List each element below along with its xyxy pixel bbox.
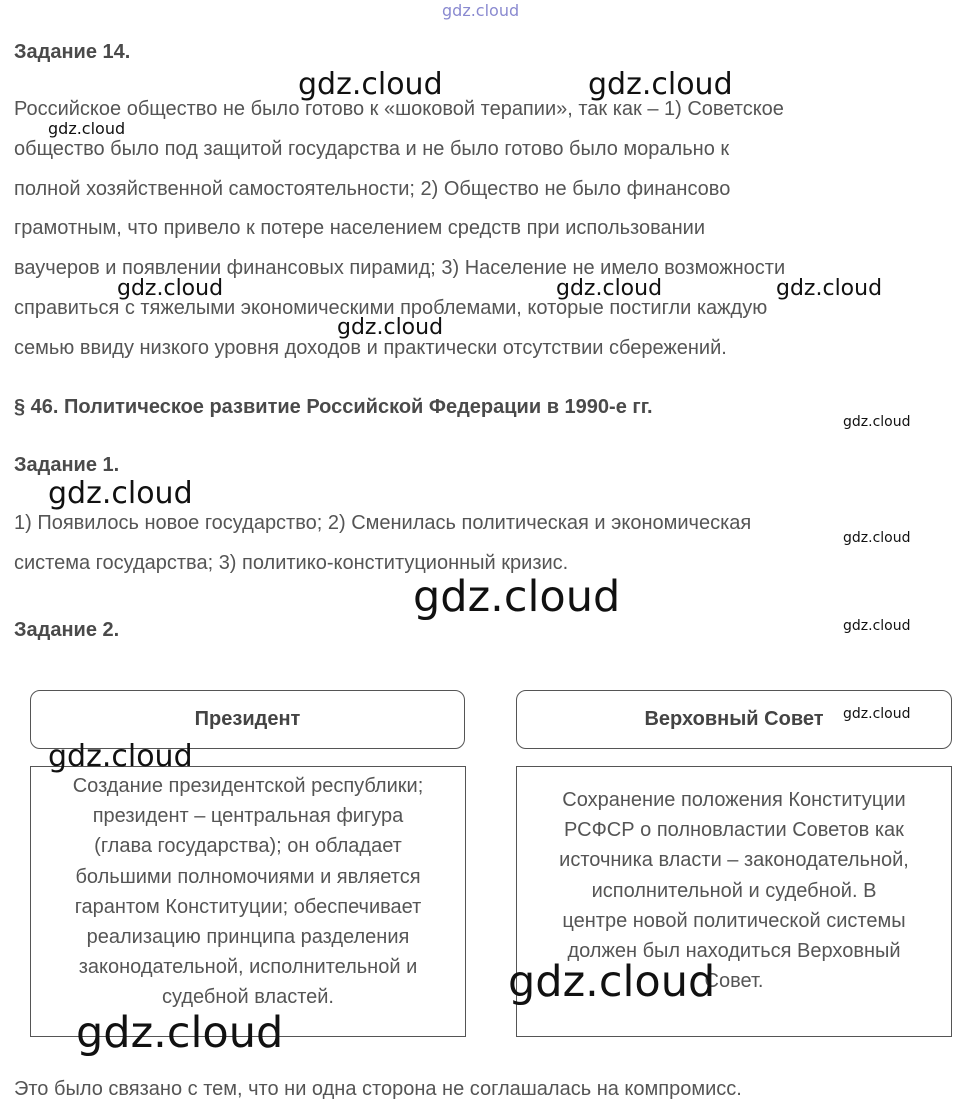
text-line: ваучеров и появлении финансовых пирамид; 3) Население не имело возможности (14, 257, 786, 280)
task-1-text (14, 503, 944, 583)
president-content-box (30, 766, 466, 1037)
section-heading: § 46. Политическое развитие Российской Федерации в 1990-е гг. (14, 396, 653, 418)
watermark: gdz.cloud (508, 957, 716, 1007)
watermark: gdz.cloud (48, 739, 193, 774)
president-title: Президент (194, 708, 301, 730)
watermark: gdz.cloud (298, 67, 443, 102)
supreme-soviet-title: Верховный Совет (644, 708, 824, 730)
text-line: полной хозяйственной самостоятельности; 2) Общество не было финансово (14, 177, 731, 200)
watermark: gdz.cloud (48, 476, 193, 511)
task-14-text (14, 90, 944, 369)
watermark: gdz.cloud (843, 706, 911, 722)
watermark: gdz.cloud (556, 276, 663, 301)
text-line: должен был находиться Верховный (567, 940, 901, 963)
text-line: реализацию принципа разделения (86, 926, 410, 949)
text-line: большими полномочиями и является (75, 865, 421, 888)
watermark: gdz.cloud (76, 1008, 284, 1058)
text-line: гарантом Конституции; обеспечивает (74, 895, 422, 918)
text-line: исполнительной и судебной. В (591, 879, 877, 902)
text-line: РСФСР о полновластии Советов как (564, 819, 904, 842)
watermark: gdz.cloud (843, 618, 911, 634)
task-1-heading: Задание 1. (14, 454, 120, 476)
task-14-heading: Задание 14. (14, 41, 131, 63)
text-line: центре новой политической системы (562, 909, 906, 932)
text-line: Создание президентской республики; (72, 775, 424, 797)
text-line: (глава государства); он обладает (94, 835, 402, 858)
text-line: 1) Появилось новое государство; 2) Сменилась политическая и экономическая (14, 512, 752, 534)
text-line: президент – центральная фигура (92, 805, 404, 828)
watermark: gdz.cloud (337, 315, 444, 340)
text-line: законодательной, исполнительной и (78, 956, 418, 979)
top-watermark: gdz.cloud (442, 1, 520, 20)
text-line: общество было под защитой государства и не было готово было морально к (14, 137, 730, 160)
text-line: справиться с тяжелыми экономическими проблемами, которые постигли каждую (14, 296, 768, 319)
task-2-conclusion: Это было связано с тем, что ни одна сторона не соглашалась на компромисс. (14, 1078, 742, 1100)
text-line: семью ввиду низкого уровня доходов и практически отсутствии сбережений. (14, 336, 727, 359)
text-line: Сохранение положения Конституции (562, 789, 906, 811)
watermark: gdz.cloud (776, 276, 883, 301)
text-line: источника власти – законодательной, (559, 849, 909, 872)
text-line: Совет. (704, 970, 764, 993)
task-2-heading: Задание 2. (14, 619, 120, 641)
watermark: gdz.cloud (843, 530, 911, 546)
watermark: gdz.cloud (843, 414, 911, 430)
text-line: Российское общество не было готово к «шоковой терапии», так как – 1) Советское (14, 98, 784, 120)
watermark: gdz.cloud (117, 276, 224, 301)
watermark: gdz.cloud (413, 572, 621, 622)
text-line: система государства; 3) политико-конституционный кризис. (14, 552, 569, 574)
watermark: gdz.cloud (48, 119, 126, 138)
text-line: судебной властей. (161, 986, 334, 1009)
watermark: gdz.cloud (588, 67, 733, 102)
text-line: грамотным, что привело к потере населением средств при использовании (14, 217, 706, 240)
